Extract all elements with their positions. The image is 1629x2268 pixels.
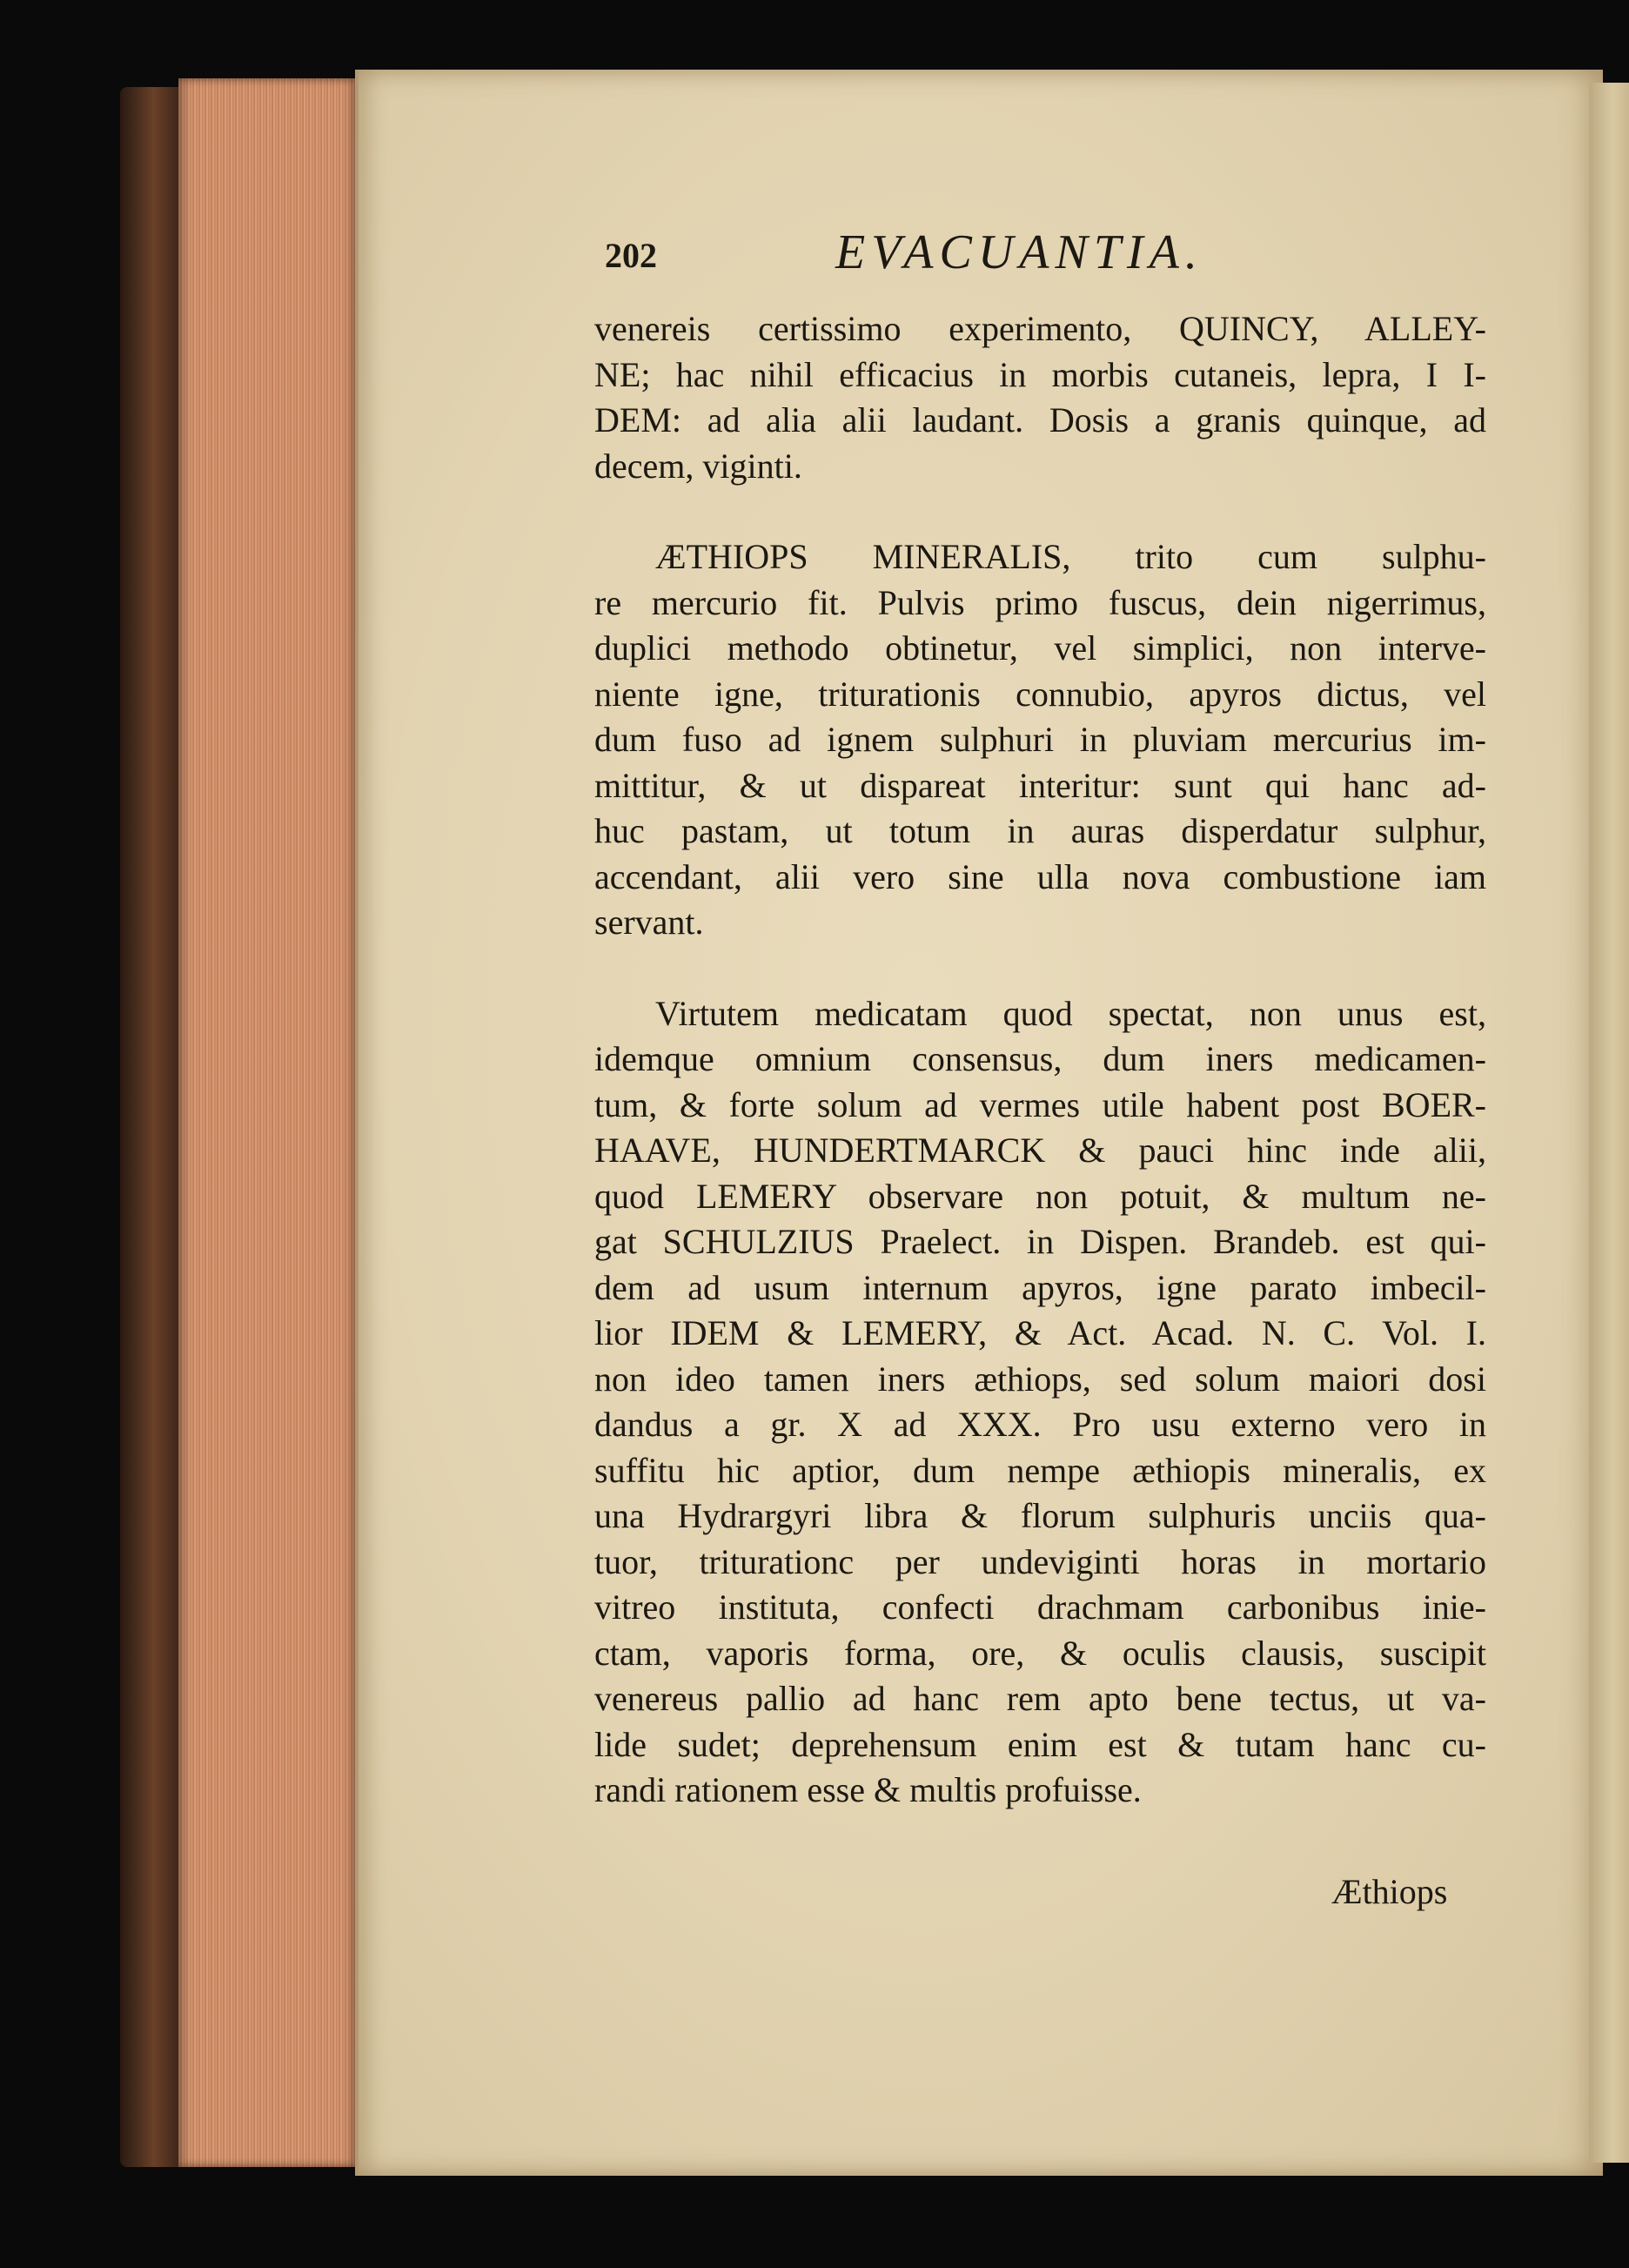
text-line: ÆTHIOPS MINERALIS, trito cum sulphu- bbox=[655, 537, 1486, 576]
text-line: vitreo instituta, confecti drachmam carbonibus inie- bbox=[594, 1587, 1486, 1627]
paragraph bbox=[594, 534, 1486, 946]
text-line: decem, viginti. bbox=[594, 446, 802, 486]
text-line: re mercurio fit. Pulvis primo fuscus, dein nigerrimus, bbox=[594, 582, 1486, 622]
text-line: venereus pallio ad hanc rem apto bene tectus, ut va- bbox=[594, 1679, 1486, 1718]
text-line: DEM: ad alia alii laudant. Dosis a granis quinque, ad bbox=[594, 400, 1486, 440]
catchword: Æthiops bbox=[1331, 1872, 1448, 1911]
text-line: tum, & forte solum ad vermes utile habent post BOER- bbox=[594, 1084, 1486, 1124]
running-head: EVACUANTIA. bbox=[835, 225, 1203, 279]
text-line: dem ad usum internum apyros, igne parato imbecil- bbox=[594, 1267, 1486, 1307]
text-line: idemque omnium consensus, dum iners medicamen- bbox=[594, 1039, 1486, 1078]
text-line: non ideo tamen iners æthiops, sed solum maiori dosi bbox=[594, 1359, 1486, 1399]
facing-page-edge bbox=[1589, 83, 1629, 2163]
body-text bbox=[594, 306, 1486, 1814]
text-line: dum fuso ad ignem sulphuri in pluviam mercurius im- bbox=[594, 720, 1486, 759]
page-header bbox=[605, 225, 1475, 285]
text-line: suffitu hic aptior, dum nempe æthiopis mineralis, ex bbox=[594, 1450, 1486, 1490]
text-line: ctam, vaporis forma, ore, & oculis clausis, suscipit bbox=[594, 1633, 1486, 1673]
page-number: 202 bbox=[605, 236, 657, 275]
text-line: mittitur, & ut dispareat interitur: sunt qui hanc ad- bbox=[594, 765, 1486, 805]
page-fore-edges bbox=[178, 78, 357, 2167]
text-line: tuor, triturationc per undeviginti horas in mortario bbox=[594, 1541, 1486, 1581]
text-line: venereis certissimo experimento, QUINCY, ALLEY- bbox=[594, 309, 1486, 348]
text-line: gat SCHULZIUS Praelect. in Dispen. Brandeb. est qui- bbox=[594, 1222, 1486, 1261]
text-line: quod LEMERY observare non potuit, & multum ne- bbox=[594, 1176, 1486, 1216]
paragraph bbox=[594, 306, 1486, 489]
text-line: NE; hac nihil efficacius in morbis cutaneis, lepra, I I- bbox=[594, 354, 1486, 394]
text-line: una Hydrargyri libra & florum sulphuris unciis qua- bbox=[594, 1496, 1486, 1535]
text-line: HAAVE, HUNDERTMARCK & pauci hinc inde alii, bbox=[594, 1131, 1486, 1170]
text-line: niente igne, triturationis connubio, apyros dictus, vel bbox=[594, 674, 1486, 714]
text-line: lior IDEM & LEMERY, & Act. Acad. N. C. Vol. I. bbox=[594, 1313, 1486, 1352]
text-line: huc pastam, ut totum in auras disperdatur sulphur, bbox=[594, 811, 1486, 850]
text-line: servant. bbox=[594, 903, 704, 942]
text-line: randi rationem esse & multis profuisse. bbox=[594, 1770, 1142, 1809]
text-line: Virtutem medicatam quod spectat, non unus est, bbox=[655, 993, 1486, 1033]
text-line: accendant, alii vero sine ulla nova combustione iam bbox=[594, 856, 1486, 896]
paragraph bbox=[594, 991, 1486, 1814]
text-line: dandus a gr. X ad XXX. Pro usu externo vero in bbox=[594, 1405, 1486, 1444]
book-cover-edge bbox=[120, 87, 181, 2167]
text-line: duplici methodo obtinetur, vel simplici, non interve- bbox=[594, 628, 1486, 668]
text-line: lide sudet; deprehensum enim est & tutam hanc cu- bbox=[594, 1724, 1486, 1764]
